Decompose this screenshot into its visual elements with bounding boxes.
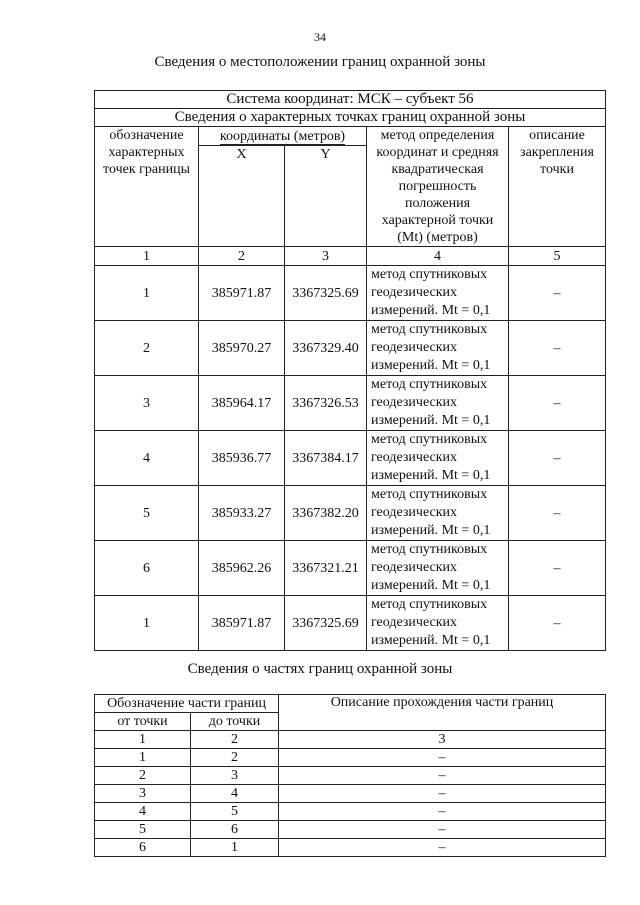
description-cell: – <box>279 821 606 839</box>
y-cell: 3367321.21 <box>285 541 367 596</box>
table-row <box>95 266 606 321</box>
method-cell: метод спутниковых геодезических измерений. Mt = 0,1 <box>367 486 509 541</box>
table-row <box>95 839 606 857</box>
header-description: описание закрепления точки <box>509 127 606 247</box>
table-row <box>95 486 606 541</box>
col-num: 5 <box>509 247 606 266</box>
point-cell: 1 <box>95 266 199 321</box>
x-cell: 385962.26 <box>199 541 285 596</box>
from-cell: 1 <box>95 749 191 767</box>
description-cell: – <box>509 321 606 376</box>
coord-system-row <box>95 91 606 109</box>
table-row <box>95 749 606 767</box>
section-title: Сведения о местоположении границ охранной зоны <box>154 54 486 70</box>
table-row <box>95 767 606 785</box>
x-cell: 385933.27 <box>199 486 285 541</box>
from-cell: 6 <box>95 839 191 857</box>
y-cell: 3367329.40 <box>285 321 367 376</box>
header-row <box>95 127 606 146</box>
table-row <box>95 431 606 486</box>
description-cell: – <box>509 376 606 431</box>
method-cell: метод спутниковых геодезических измерений. Mt = 0,1 <box>367 541 509 596</box>
col-num: 2 <box>191 731 279 749</box>
description-cell: – <box>509 431 606 486</box>
x-cell: 385971.87 <box>199 596 285 651</box>
header-designation: обозначение характерных точек границы <box>95 127 199 247</box>
from-cell: 5 <box>95 821 191 839</box>
description-cell: – <box>279 767 606 785</box>
col-num: 2 <box>199 247 285 266</box>
y-cell: 3367382.20 <box>285 486 367 541</box>
column-numbers-row <box>95 247 606 266</box>
header-method: метод определения координат и средняя квадратическая погрешность положения характерной точки (Mt) (метров) <box>367 127 509 247</box>
x-cell: 385970.27 <box>199 321 285 376</box>
from-cell: 2 <box>95 767 191 785</box>
description-cell: – <box>509 596 606 651</box>
description-cell: – <box>279 803 606 821</box>
header-to: до точки <box>191 713 279 731</box>
from-cell: 3 <box>95 785 191 803</box>
method-cell: метод спутниковых геодезических измерений. Mt = 0,1 <box>367 376 509 431</box>
header-coords-label: координаты (метров) <box>219 128 346 144</box>
point-cell: 3 <box>95 376 199 431</box>
page-number: 34 <box>314 30 326 44</box>
to-cell: 1 <box>191 839 279 857</box>
col-num: 1 <box>95 731 191 749</box>
parts-header-row <box>95 695 606 713</box>
col-num: 3 <box>285 247 367 266</box>
coord-system-label: Система координат: МСК – субъект 56 <box>95 91 606 109</box>
y-cell: 3367384.17 <box>285 431 367 486</box>
table-row <box>95 376 606 431</box>
table-row <box>95 596 606 651</box>
table-row <box>95 321 606 376</box>
to-cell: 2 <box>191 749 279 767</box>
method-cell: метод спутниковых геодезических измерений. Mt = 0,1 <box>367 431 509 486</box>
method-cell: метод спутниковых геодезических измерений. Mt = 0,1 <box>367 266 509 321</box>
point-cell: 5 <box>95 486 199 541</box>
table-row <box>95 803 606 821</box>
header-part-description: Описание прохождения части границ <box>279 695 606 731</box>
col-num: 3 <box>279 731 606 749</box>
parts-numbers-row <box>95 731 606 749</box>
to-cell: 5 <box>191 803 279 821</box>
method-cell: метод спутниковых геодезических измерений. Mt = 0,1 <box>367 596 509 651</box>
points-caption-row <box>95 109 606 127</box>
boundary-points-table <box>94 90 606 651</box>
table-row <box>95 541 606 596</box>
description-cell: – <box>279 785 606 803</box>
header-from: от точки <box>95 713 191 731</box>
description-cell: – <box>279 749 606 767</box>
point-cell: 6 <box>95 541 199 596</box>
point-cell: 1 <box>95 596 199 651</box>
header-x: X <box>199 146 285 247</box>
x-cell: 385936.77 <box>199 431 285 486</box>
y-cell: 3367326.53 <box>285 376 367 431</box>
method-cell: метод спутниковых геодезических измерений. Mt = 0,1 <box>367 321 509 376</box>
header-coords <box>199 127 367 146</box>
parts-title: Сведения о частях границ охранной зоны <box>187 661 453 677</box>
description-cell: – <box>509 541 606 596</box>
description-cell: – <box>279 839 606 857</box>
x-cell: 385964.17 <box>199 376 285 431</box>
to-cell: 6 <box>191 821 279 839</box>
table-row <box>95 821 606 839</box>
col-num: 1 <box>95 247 199 266</box>
to-cell: 3 <box>191 767 279 785</box>
from-cell: 4 <box>95 803 191 821</box>
point-cell: 2 <box>95 321 199 376</box>
description-cell: – <box>509 486 606 541</box>
boundary-parts-table <box>94 694 606 857</box>
header-parts: Обозначение части границ <box>95 695 279 713</box>
y-cell: 3367325.69 <box>285 596 367 651</box>
col-num: 4 <box>367 247 509 266</box>
x-cell: 385971.87 <box>199 266 285 321</box>
y-cell: 3367325.69 <box>285 266 367 321</box>
point-cell: 4 <box>95 431 199 486</box>
points-caption: Сведения о характерных точках границ охранной зоны <box>95 109 606 127</box>
description-cell: – <box>509 266 606 321</box>
to-cell: 4 <box>191 785 279 803</box>
table-row <box>95 785 606 803</box>
header-y: Y <box>285 146 367 247</box>
